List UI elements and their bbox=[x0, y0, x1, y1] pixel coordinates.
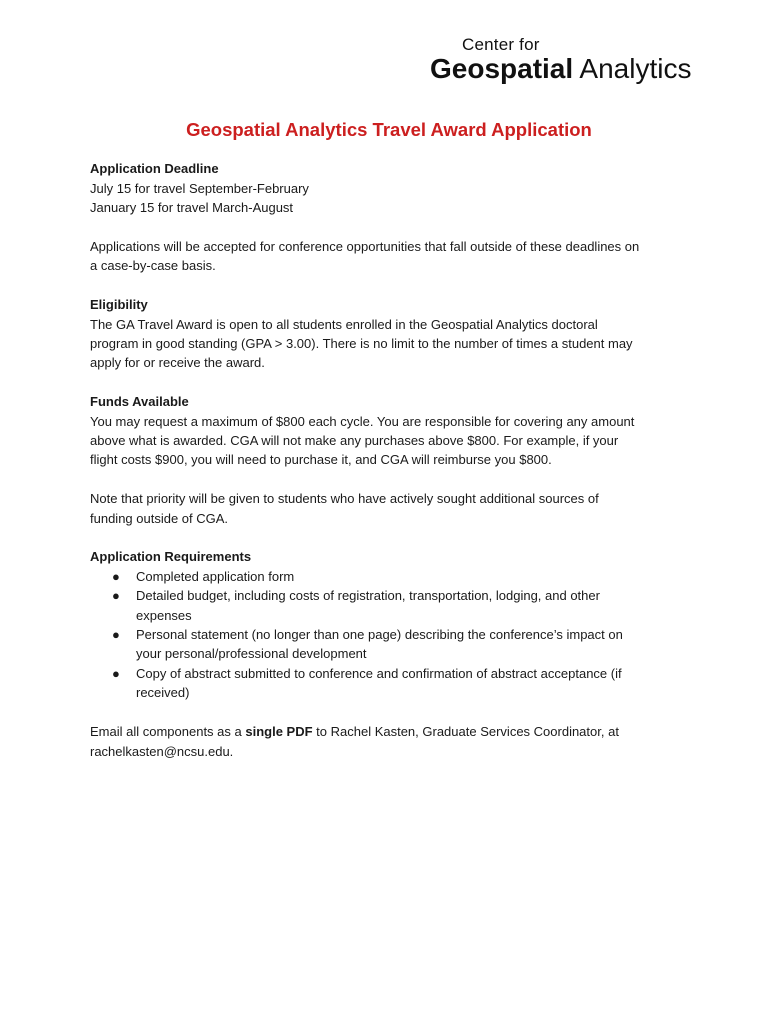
priority-paragraph bbox=[90, 489, 690, 528]
paragraph-line: a case-by-case basis. bbox=[90, 258, 216, 274]
list-item bbox=[90, 625, 690, 664]
paragraph-line: funding outside of CGA. bbox=[90, 510, 229, 526]
bullet-icon: ● bbox=[112, 627, 120, 643]
list-item bbox=[90, 567, 690, 586]
email-line-1 bbox=[90, 722, 690, 741]
deadline-heading: Application Deadline bbox=[90, 161, 219, 177]
paragraph-line: The GA Travel Award is open to all students enrolled in the Geospatial Analytics doctoral bbox=[90, 316, 598, 332]
funds-heading: Funds Available bbox=[90, 394, 189, 410]
deadline-section bbox=[90, 159, 690, 217]
list-item bbox=[90, 586, 690, 625]
deadline-line: July 15 for travel September-February bbox=[90, 180, 309, 196]
cga-logo bbox=[430, 36, 698, 84]
email-suffix: to Rachel Kasten, Graduate Services Coordinator, at bbox=[312, 724, 619, 740]
requirements-heading: Application Requirements bbox=[90, 549, 252, 565]
logo-line-2 bbox=[430, 54, 698, 84]
logo-bold-word: Geospatial bbox=[430, 53, 574, 84]
page-title: Geospatial Analytics Travel Award Application bbox=[186, 119, 592, 140]
paragraph-line: flight costs $900, you will need to purchase it, and CGA will reimburse you $800. bbox=[90, 452, 552, 468]
paragraph-line: Applications will be accepted for conference opportunities that fall outside of these deadlines on bbox=[90, 239, 640, 255]
paragraph-line: above what is awarded. CGA will not make any purchases above $800. For example, if your bbox=[90, 433, 619, 449]
email-instructions bbox=[90, 722, 690, 761]
eligibility-heading: Eligibility bbox=[90, 297, 148, 313]
list-item-line: your personal/professional development bbox=[136, 646, 367, 662]
single-pdf-emphasis: single PDF bbox=[245, 724, 313, 740]
eligibility-section bbox=[90, 295, 690, 373]
list-item-line: Personal statement (no longer than one page) describing the conference’s impact on bbox=[136, 627, 623, 643]
requirements-section bbox=[90, 547, 690, 702]
document-body bbox=[90, 120, 690, 780]
email-prefix: Email all components as a bbox=[90, 724, 246, 740]
list-item-line: received) bbox=[136, 685, 190, 701]
requirements-list bbox=[90, 567, 690, 703]
logo-light-word: Analytics bbox=[579, 53, 692, 84]
logo-line-1: Center for bbox=[462, 35, 540, 54]
bullet-icon: ● bbox=[112, 588, 120, 604]
paragraph-line: You may request a maximum of $800 each cycle. You are responsible for covering any amount bbox=[90, 413, 635, 429]
paragraph-line: apply for or receive the award. bbox=[90, 355, 265, 371]
funds-section bbox=[90, 392, 690, 470]
email-address: rachelkasten@ncsu.edu. bbox=[90, 743, 234, 759]
deadline-line: January 15 for travel March-August bbox=[90, 200, 294, 216]
bullet-icon: ● bbox=[112, 665, 120, 681]
case-by-case-paragraph bbox=[90, 237, 690, 276]
list-item-line: Detailed budget, including costs of registration, transportation, lodging, and other bbox=[136, 588, 600, 604]
list-item-line: Completed application form bbox=[136, 568, 295, 584]
paragraph-line: Note that priority will be given to students who have actively sought additional sources of bbox=[90, 491, 599, 507]
bullet-icon: ● bbox=[112, 568, 120, 584]
list-item-line: Copy of abstract submitted to conference and confirmation of abstract acceptance (if bbox=[136, 665, 622, 681]
list-item-line: expenses bbox=[136, 607, 192, 623]
list-item bbox=[90, 664, 690, 703]
paragraph-line: program in good standing (GPA > 3.00). There is no limit to the number of times a student may bbox=[90, 336, 633, 352]
